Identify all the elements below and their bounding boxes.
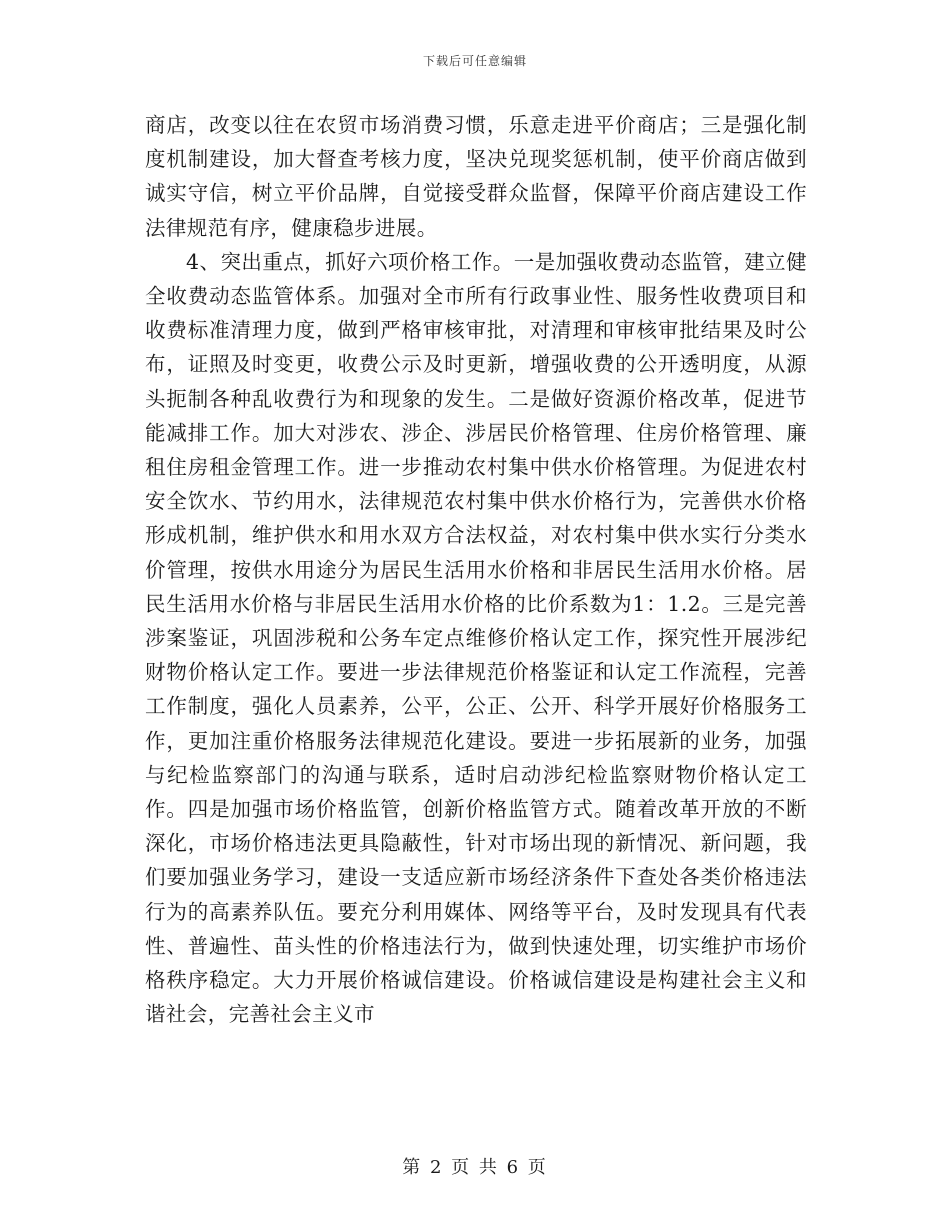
page-header: 下载后可任意编辑 [422,54,527,68]
paragraph-2: 4、突出重点，抓好六项价格工作。一是加强收费动态监管，建立健全收费动态监管体系。加强对全市所有行政事业性、服务性收费项目和收费标准清理力度，做到严格审核审批，对清理和审核审批结果及时公布，证照及时变更，收费公示及时更新，增强收费的公开透明度，从源头扼制各种乱收费行为和现象的发生。二是做好资源价格改革，促进节能减排工作。加大对涉农、涉企、涉居民价格管理、住房价格管理、廉租住房租金管理工作。进一步推动农村集中供水价格管理。为促进农村安全饮水、节约用水，法律规范农村集中供水价格行为，完善供水价格形成机制，维护供水和用水双方合法权益，对农村集中供水实行分类水价管理，按供水用途分为居民生活用水价格和非居民生活用水价格。居民生活用水价格与非居民生活用水价格的比价系数为1：1.2。三是完善涉案鉴证，巩固涉税和公务车定点维修价格认定工作，探究性开展涉纪财物价格认定工作。要进一步法律规范价格鉴证和认定工作流程，完善工作制度，强化人员素养，公平，公正、公开、科学开展好价格服务工作，更加注重价格服务法律规范化建设。要进一步拓展新的业务，加强与纪检监察部门的沟通与联系，适时启动涉纪检监察财物价格认定工作。四是加强市场价格监管，创新价格监管方式。随着改革开放的不断深化，市场价格违法更具隐蔽性，针对市场出现的新情况、新问题，我们要加强业务学习，建设一支适应新市场经济条件下查处各类价格违法行为的高素养队伍。要充分利用媒体、网络等平台，及时发现具有代表性、普遍性、苗头性的价格违法行为，做到快速处理，切实维护市场价格秩序稳定。大力开展价格诚信建设。价格诚信建设是构建社会主义和谐社会，完善社会主义市 [145,249,807,1027]
page-number-footer: 第 2 页 共 6 页 [402,1157,548,1178]
document-body [145,108,807,1031]
paragraph-1: 商店，改变以往在农贸市场消费习惯，乐意走进平价商店；三是强化制度机制建设，加大督查考核力度，坚决兑现奖惩机制，使平价商店做到诚实守信，树立平价品牌，自觉接受群众监督，保障平价商店建设工作法律规范有序，健康稳步进展。 [145,113,807,240]
